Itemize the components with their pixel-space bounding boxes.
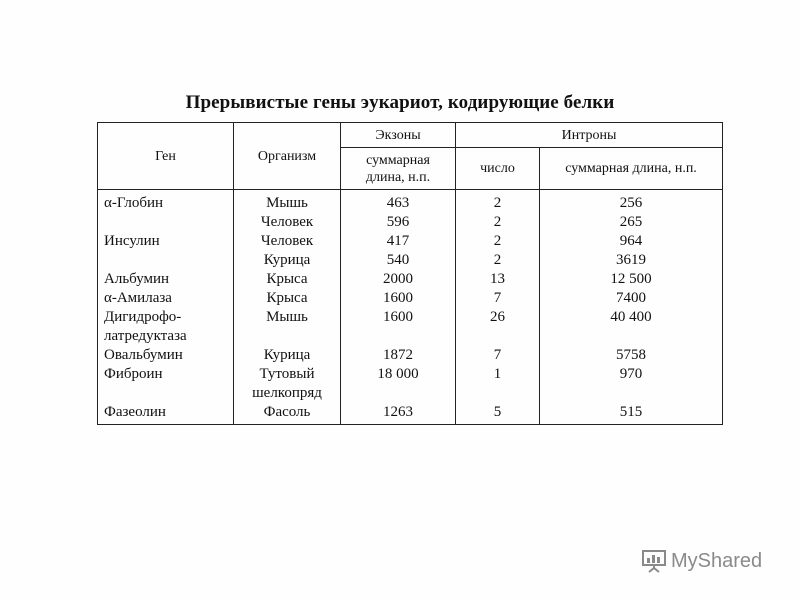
table-title: Прерывистые гены эукариот, кодирующие белки	[185, 92, 615, 113]
gene-cell	[98, 346, 234, 365]
cell-line: 515	[619, 404, 643, 420]
organism-cell	[234, 308, 341, 346]
cell-line: Фазеолин	[104, 404, 166, 420]
cell-line	[546, 384, 716, 403]
cell-line: α-Амилаза	[104, 290, 172, 306]
cell-line: 5	[493, 404, 502, 420]
cell-line	[347, 384, 449, 403]
cell-line: Крыса	[266, 271, 308, 287]
intron-count-cell	[456, 270, 540, 289]
table-row	[98, 365, 723, 403]
cell-line: 970	[619, 366, 643, 382]
cell-line: Человек	[260, 214, 314, 230]
cell-line: Фиброин	[104, 366, 163, 382]
cell-line: 540	[386, 252, 410, 268]
cell-line: 964	[619, 233, 643, 249]
cell-line	[240, 327, 334, 346]
cell-line: 12 500	[610, 271, 652, 287]
exon-length-cell	[341, 365, 456, 403]
table-row	[98, 289, 723, 308]
cell-line: 1600	[383, 309, 413, 325]
cell-line: Тутовый	[259, 366, 315, 382]
header-exon-total-length: суммарная длина, н.п.	[341, 148, 456, 190]
cell-line	[104, 213, 227, 232]
cell-line: 1263	[383, 404, 413, 420]
organism-cell	[234, 365, 341, 403]
cell-line: 417	[386, 233, 410, 249]
gene-cell	[98, 270, 234, 289]
intron-count-cell	[456, 308, 540, 346]
cell-line: 7400	[616, 290, 646, 306]
cell-line: 1	[493, 366, 502, 382]
cell-line: 5758	[616, 347, 646, 363]
organism-cell	[234, 289, 341, 308]
header-intron-total-length: суммарная длина, н.п.	[540, 148, 723, 190]
intron-count-cell	[456, 232, 540, 270]
cell-line: Инсулин	[104, 233, 160, 249]
header-introns: Интроны	[456, 123, 723, 148]
cell-line: 18 000	[377, 366, 419, 382]
organism-cell	[234, 270, 341, 289]
cell-line: 13	[490, 271, 505, 287]
header-gene: Ген	[98, 123, 234, 190]
cell-line: 256	[619, 195, 643, 211]
cell-line: шелкопряд	[252, 385, 322, 401]
cell-line: 596	[386, 214, 410, 230]
intron-count-cell	[456, 289, 540, 308]
organism-cell	[234, 346, 341, 365]
cell-line	[104, 384, 227, 403]
intron-length-cell	[540, 232, 723, 270]
cell-line: 40 400	[610, 309, 652, 325]
cell-line: Фасоль	[263, 404, 311, 420]
gene-cell	[98, 365, 234, 403]
cell-line: 463	[386, 195, 410, 211]
cell-line: 3619	[616, 252, 646, 268]
intron-length-cell	[540, 365, 723, 403]
cell-line: Курица	[263, 252, 311, 268]
exon-length-cell	[341, 289, 456, 308]
table-body	[98, 190, 723, 425]
organism-cell	[234, 190, 341, 233]
intron-count-cell	[456, 190, 540, 233]
cell-line: латредуктаза	[104, 328, 187, 344]
gene-cell	[98, 289, 234, 308]
cell-line	[462, 327, 533, 346]
cell-line: α-Глобин	[104, 195, 164, 211]
table-row	[98, 346, 723, 365]
exon-length-cell	[341, 308, 456, 346]
header-organism: Организм	[234, 123, 341, 190]
intron-count-cell	[456, 365, 540, 403]
cell-line: Мышь	[266, 195, 308, 211]
cell-line: 7	[493, 347, 502, 363]
intron-length-cell	[540, 308, 723, 346]
cell-line: Курица	[263, 347, 311, 363]
intron-length-cell	[540, 270, 723, 289]
table-row	[98, 403, 723, 425]
cell-line: Человек	[260, 233, 314, 249]
organism-cell	[234, 232, 341, 270]
cell-line: 265	[619, 214, 643, 230]
cell-line	[347, 327, 449, 346]
cell-line: Мышь	[266, 309, 308, 325]
cell-line: 2000	[383, 271, 413, 287]
cell-line: 26	[490, 309, 505, 325]
gene-cell	[98, 232, 234, 270]
header-exons: Экзоны	[341, 123, 456, 148]
intron-length-cell	[540, 346, 723, 365]
cell-line: 1600	[383, 290, 413, 306]
table-row	[98, 308, 723, 346]
organism-cell	[234, 403, 341, 425]
cell-line: Крыса	[266, 290, 308, 306]
myshared-watermark	[641, 548, 762, 574]
table-row	[98, 270, 723, 289]
cell-line: Овальбумин	[104, 347, 183, 363]
header-intron-count: число	[456, 148, 540, 190]
exon-length-cell	[341, 403, 456, 425]
intron-length-cell	[540, 289, 723, 308]
cell-line: 7	[493, 290, 502, 306]
intron-count-cell	[456, 346, 540, 365]
table-row	[98, 232, 723, 270]
exon-length-cell	[341, 270, 456, 289]
intron-count-cell	[456, 403, 540, 425]
exon-length-cell	[341, 190, 456, 233]
intron-length-cell	[540, 190, 723, 233]
cell-line: 2	[493, 214, 502, 230]
presentation-board-icon	[641, 549, 667, 573]
exon-length-cell	[341, 346, 456, 365]
table-row	[98, 190, 723, 233]
cell-line	[462, 384, 533, 403]
cell-line: 2	[493, 233, 502, 249]
exon-length-cell	[341, 232, 456, 270]
cell-line: 1872	[383, 347, 413, 363]
cell-line	[104, 251, 227, 270]
gene-cell	[98, 308, 234, 346]
intron-length-cell	[540, 403, 723, 425]
watermark-text: MyShared	[671, 549, 763, 572]
gene-cell	[98, 190, 234, 233]
cell-line	[546, 327, 716, 346]
genes-table	[97, 122, 723, 425]
cell-line: 2	[493, 252, 502, 268]
cell-line: Дигидрофо-	[104, 309, 182, 325]
gene-cell	[98, 403, 234, 425]
cell-line: 2	[493, 195, 502, 211]
cell-line: Альбумин	[104, 271, 170, 287]
